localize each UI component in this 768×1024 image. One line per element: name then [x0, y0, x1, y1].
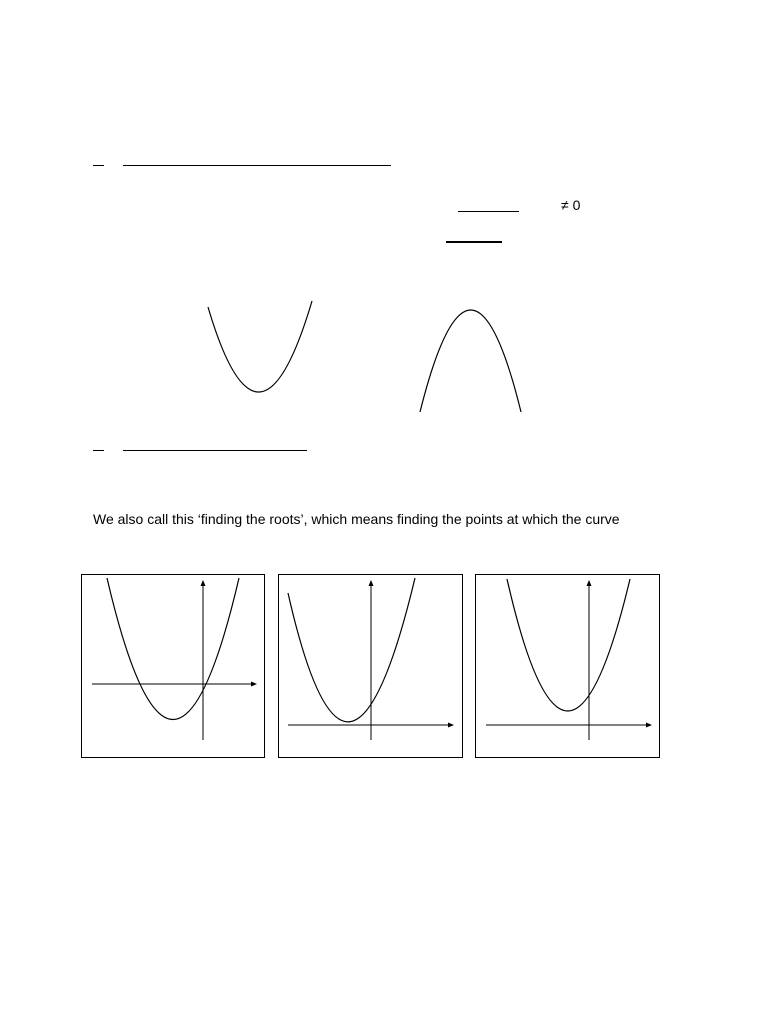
roots-sentence: We also call this ‘finding the roots’, which means finding the points at which the curve [93, 511, 620, 527]
heading-1-dash [93, 165, 104, 166]
not-equal-zero: ≠ 0 [561, 197, 581, 213]
definition-blank [458, 211, 519, 212]
heading-1-blank [123, 165, 391, 166]
parabola-upward [200, 295, 320, 403]
graph-two-roots [81, 574, 265, 758]
graph-no-roots [475, 574, 660, 758]
heading-2-blank [123, 450, 307, 451]
parabola-downward [414, 300, 528, 418]
heading-2-dash [93, 450, 104, 451]
graph-one-root [278, 574, 463, 758]
term-blank [446, 241, 502, 243]
